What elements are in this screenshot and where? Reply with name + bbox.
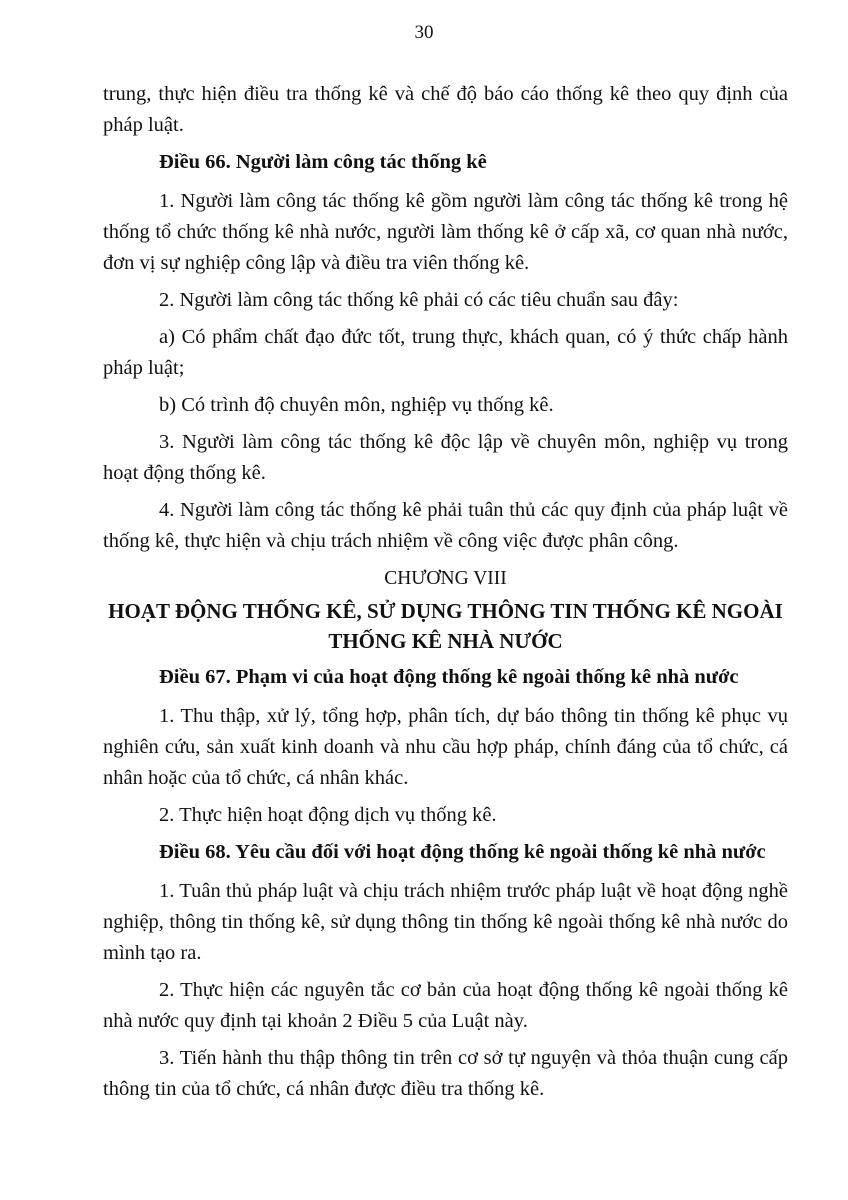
paragraph: 4. Người làm công tác thống kê phải tuân thủ các quy định của pháp luật về thống kê, thực hiện và chịu trách nhiệm về công việc được phân công. bbox=[103, 499, 788, 552]
chapter-label: CHƯƠNG VIII bbox=[384, 568, 507, 589]
paragraph: 1. Thu thập, xử lý, tổng hợp, phân tích, dự báo thông tin thống kê phục vụ nghiên cứu, sản xuất kinh doanh và nhu cầu hợp pháp, chính đáng của tổ chức, cá nhân hoặc của tổ chức, cá nhân khác. bbox=[103, 705, 788, 789]
paragraph: 3. Tiến hành thu thập thông tin trên cơ sở tự nguyện và thỏa thuận cung cấp thông tin của tổ chức, cá nhân được điều tra thống kê. bbox=[103, 1047, 788, 1100]
document-body bbox=[103, 79, 788, 1111]
article-66-heading: Điều 66. Người làm công tác thống kê bbox=[159, 151, 487, 173]
paragraph: 1. Người làm công tác thống kê gồm người làm công tác thống kê trong hệ thống tổ chức thống kê nhà nước, người làm thống kê ở cấp xã, cơ quan nhà nước, đơn vị sự nghiệp công lập và điều tra viên thống kê. bbox=[103, 190, 788, 274]
paragraph: 3. Người làm công tác thống kê độc lập về chuyên môn, nghiệp vụ trong hoạt động thống kê. bbox=[103, 431, 788, 484]
paragraph-continued: trung, thực hiện điều tra thống kê và chế độ báo cáo thống kê theo quy định của pháp luật. bbox=[103, 83, 788, 136]
paragraph: a) Có phẩm chất đạo đức tốt, trung thực, khách quan, có ý thức chấp hành pháp luật; bbox=[103, 326, 788, 379]
paragraph: 2. Thực hiện các nguyên tắc cơ bản của hoạt động thống kê ngoài thống kê nhà nước quy định tại khoản 2 Điều 5 của Luật này. bbox=[103, 979, 788, 1032]
article-67-heading: Điều 67. Phạm vi của hoạt động thống kê ngoài thống kê nhà nước bbox=[159, 666, 739, 688]
paragraph: 2. Người làm công tác thống kê phải có các tiêu chuẩn sau đây: bbox=[159, 289, 679, 311]
paragraph: 2. Thực hiện hoạt động dịch vụ thống kê. bbox=[159, 804, 497, 826]
page-number: 30 bbox=[414, 22, 434, 43]
paragraph: 1. Tuân thủ pháp luật và chịu trách nhiệm trước pháp luật về hoạt động nghề nghiệp, thông tin thống kê, sử dụng thông tin thống kê ngoài thống kê nhà nước do mình tạo ra. bbox=[103, 880, 788, 964]
chapter-title: HOẠT ĐỘNG THỐNG KÊ, SỬ DỤNG THÔNG TIN THỐNG KÊ NGOÀI THỐNG KÊ NHÀ NƯỚC bbox=[108, 599, 783, 653]
article-68-heading: Điều 68. Yêu cầu đối với hoạt động thống kê ngoài thống kê nhà nước bbox=[159, 841, 766, 863]
paragraph: b) Có trình độ chuyên môn, nghiệp vụ thống kê. bbox=[159, 394, 554, 416]
